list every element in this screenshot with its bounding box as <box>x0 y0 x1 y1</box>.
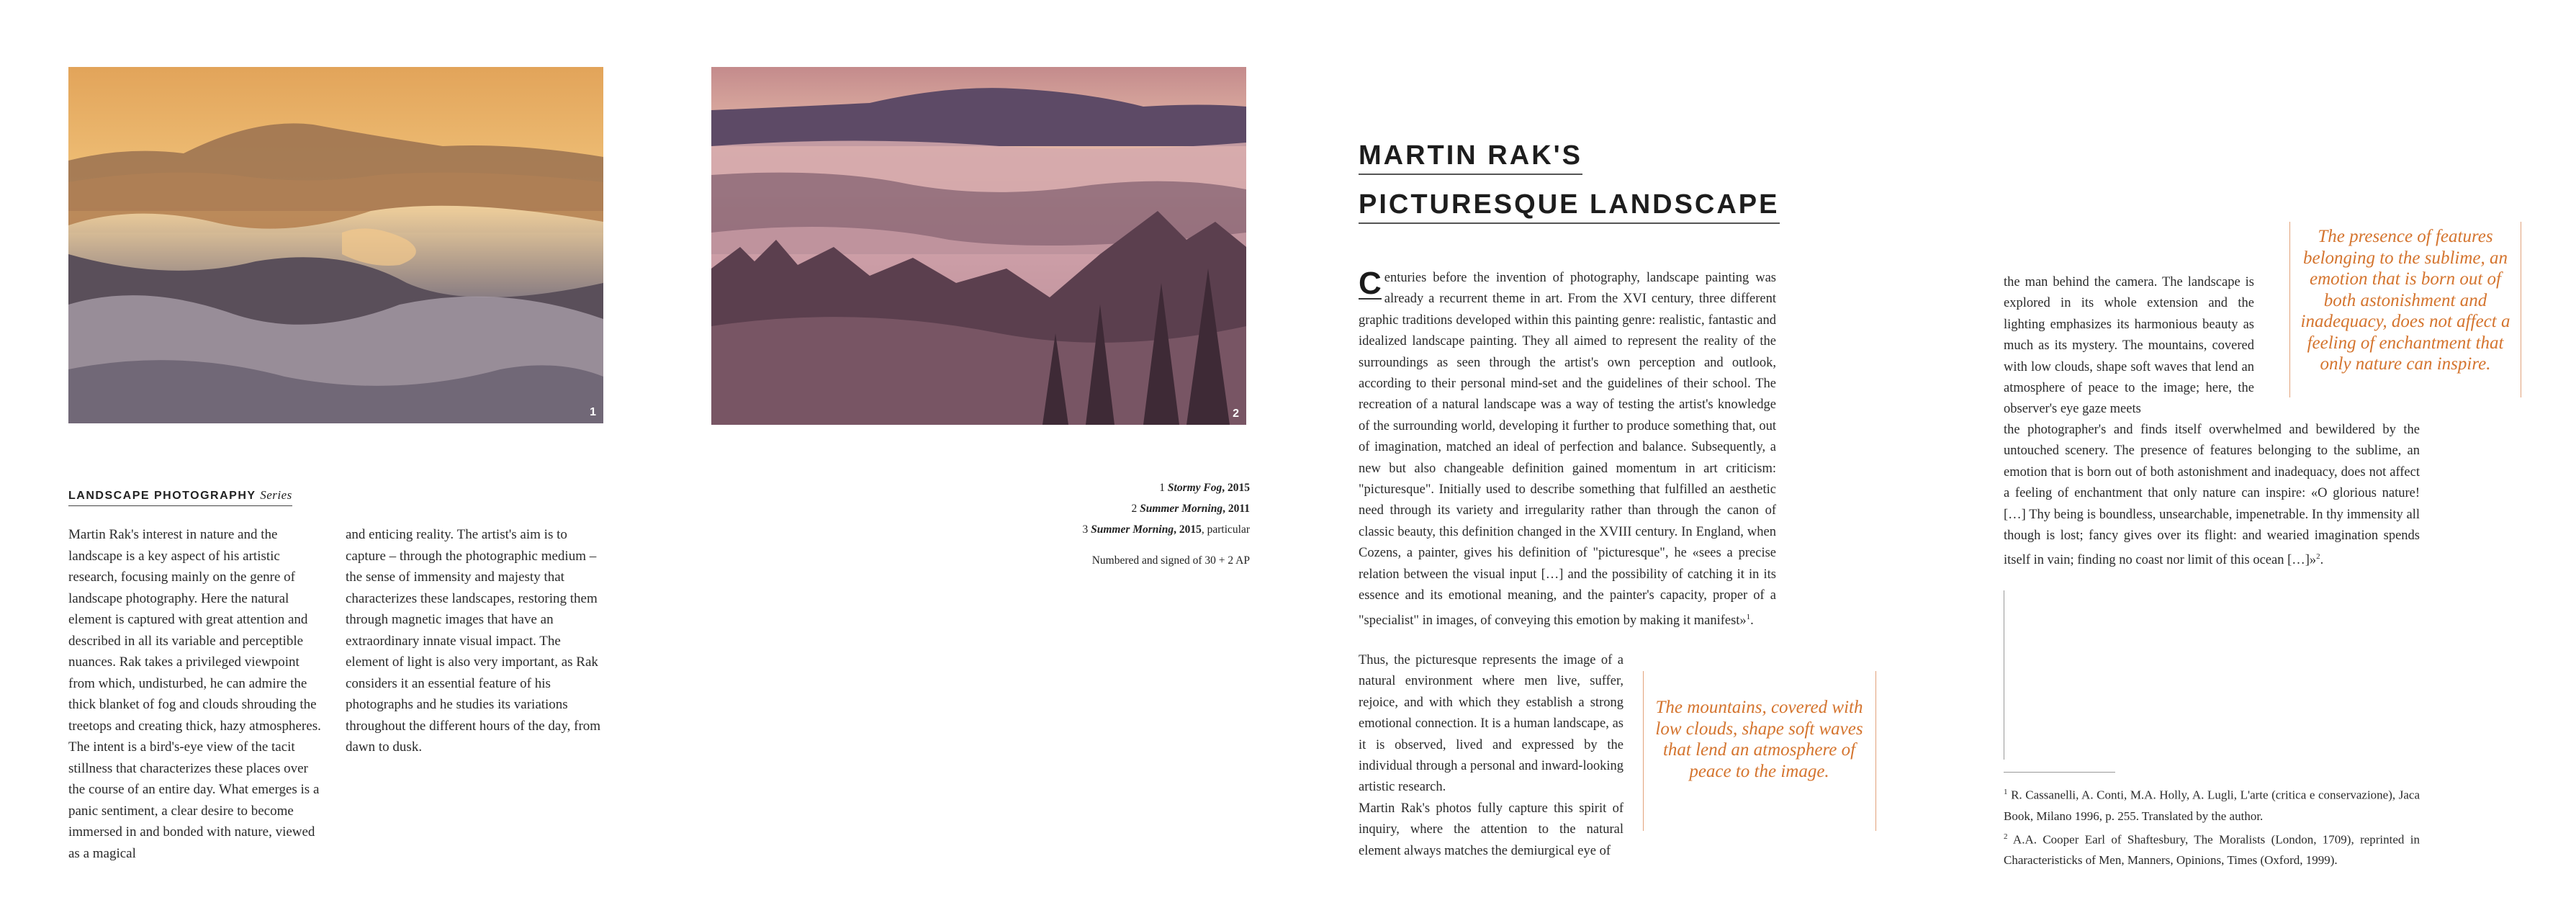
page-title <box>1359 140 1780 238</box>
footnote-2: $^2$ A.A. Cooper Earl of Shaftesbury, The Moralists (London, 1709), reprinted in Characteristicks of Men, Manners, Opinions, Times (Oxford, 1999). <box>2004 832 2420 868</box>
caption-2: 2 Summer Morning, 2011 <box>1131 503 1250 515</box>
caption-1: 1 Stormy Fog, 2015 <box>1159 482 1250 494</box>
footnotes <box>2004 782 2420 870</box>
title-line-2: PICTURESQUE LANDSCAPE <box>1359 189 1780 224</box>
article-body-col3-narrow <box>2004 272 2254 420</box>
paragraph-4a: the man behind the camera. The landscape is explored in its whole extension and the lighting emphasizes its harmonious beauty as much as its mystery. The mountains, covered with low clouds, shape soft waves that lend an atmosphere of peace to the image; here, the observer's eye gaze meets <box>2004 275 2254 417</box>
series-sub: Series <box>260 488 292 502</box>
drop-cap: C <box>1359 266 1382 301</box>
paragraph-2: Thus, the picturesque represents the image of a natural environment where men live, suffer, rejoice, and with which they establish a strong emotional connection. It is a human landscape, as it is observed, lived and expressed by the individual through a personal and inward-looking artistic research. <box>1359 653 1623 795</box>
photo-number-1: 1 <box>590 406 596 418</box>
paragraph-4b: the photographer's and finds itself overwhelmed and bewildered by the untouched scenery. The presence of features belonging to the sublime, an emotion that is born out of both astonishment and inadequacy, does not affect a feeling of enchantment that only nature can inspire: «O glorious nature! […] Thy being is boundless, unsearchable, impenetrable. In thy immensity all though is lost; fancy gives over its flight: and wearied imagination spends itself in vain; finding no coast nor limit of this ocean […]» <box>2004 423 2420 568</box>
left-column-1: Martin Rak's interest in nature and the landscape is a key aspect of his artistic research, focusing mainly on the genre of landscape photography. Here the natural element is captured with great attention and described in all its variable and perceptible nuances. Rak takes a privileged viewpoint from which, undisturbed, he can admire the thick blanket of fog and clouds shrouding the treetops and creating thick, hazy atmospheres. The intent is a bird's-eye view of the tacit stillness that characterizes these places over the course of an entire day. What emerges is a panic sentiment, a clear desire to become immersed in and bonded with nature, viewed as a magical <box>68 527 321 861</box>
series-label: LANDSCAPE PHOTOGRAPHY <box>68 490 256 502</box>
paragraph-1: enturies before the invention of photography, landscape painting was already a recurrent theme in art. From the XVI century, three different graphic traditions developed within this painting genre: realistic, fantastic and idealized landscape painting. They all aimed to represent the reality of the surroundings as seen through the artist's own perception and outlook, according to their personal mind-set and the guidelines of their school. The recreation of a natural landscape was a way of testing the artist's knowledge of the surrounding world, developing it further to produce something that, out of imagination, matched an ideal of perfection and balance. Subsequently, a new but also changeable definition gained momentum in art criticism: "picturesque". Initially used to describe something that fulfilled an aesthetic need through its variety and irregularity rather than through the canon of classic beauty, this definition changed in the XVIII century. In England, when Cozens, a painter, gives his definition of "picturesque", he «sees a precise relation between the visual input […] and the possibility of catching it in its essence and its emotional meaning, and the painter's capacity, proper of a "specialist" in images, of conveying this emotion by making it manifest» <box>1359 271 1776 628</box>
caption-3: 3 Summer Morning, 2015, particular <box>1082 523 1250 536</box>
footnote-1: $^1$ R. Cassanelli, A. Conti, M.A. Holly, A. Lugli, L'arte (critica e conservazione), Jaca Book, Milano 1996, p. 255. Translated by the author. <box>2004 788 2420 823</box>
article-body-col3: the photographer's and finds itself overwhelmed and bewildered by the untouched scenery. The presence of features belonging to the sublime, an emotion that is born out of both astonishment and inadequacy, does not affect a feeling of enchantment that only nature can inspire: «O glorious nature! […] Thy being is boundless, unsearchable, impenetrable. In thy immensity all though is lost; fancy gives over its flight: and wearied imagination spends itself in vain; finding no coast nor limit of this ocean […]»$^2$. <box>2004 423 2420 568</box>
series-heading <box>68 488 292 506</box>
photo-summer-morning <box>711 67 1246 425</box>
photo-number-2: 2 <box>1233 408 1239 420</box>
footnote-ref-2: 2 <box>2316 552 2320 562</box>
paragraph-3: Martin Rak's photos fully capture this spirit of inquiry, where the attention to the natural element always matches the demiurgical eye of <box>1359 801 1623 858</box>
title-line-1: MARTIN RAK'S <box>1359 140 1582 175</box>
article-body-main: C enturies before the invention of photography, landscape painting was already a recurrent theme in art. From the XVI century, three different graphic traditions developed within this painting genre: realistic, fantastic and idealized landscape painting. They all aimed to represent the reality of the surroundings as seen through the artist's own perception and outlook, according to their personal mind-set and the guidelines of their school. The recreation of a natural landscape was a way of testing the artist's knowledge of the surrounding world, developing it further to produce something that, out of imagination, matched an ideal of perfection and balance. Subsequently, a new but also changeable definition gained momentum in art criticism: "picturesque". Initially used to describe something that fulfilled an aesthetic need through its variety and irregularity rather than through the canon of classic beauty, this definition changed in the XVIII century. In England, when Cozens, a painter, gives his definition of "picturesque", he «sees a precise relation between the visual input […] and the possibility of catching it in its essence and its emotional meaning, and the painter's capacity, proper of a "specialist" in images, of conveying this emotion by making it manifest»$^1$. <box>1359 266 1776 628</box>
photo-captions <box>936 477 1250 571</box>
article-body-narrow <box>1359 650 1623 862</box>
edition-note: Numbered and signed of 30 + 2 AP <box>1091 554 1250 567</box>
pull-quote-1: The mountains, covered with low clouds, shape soft waves that lend an atmosphere of peace to the image. <box>1655 698 1863 781</box>
footnote-rule <box>2004 772 2115 773</box>
pull-quote-2: The presence of features belonging to the sublime, an emotion that is born out of both astonishment and inadequacy, does not affect a feeling of enchantment that only nature can inspire. <box>2300 227 2510 374</box>
footnote-ref-1: 1 <box>1746 612 1751 621</box>
photo-summer-morning-image <box>711 67 1246 425</box>
photo-stormy-fog <box>68 67 603 423</box>
left-column-2: and enticing reality. The artist's aim is to capture – through the photographic medium – the sense of immensity and majesty that characterizes these landscapes, restoring them through magnetic images that have an extraordinary innate visual impact. The element of light is also very important, as Rak considers it an essential feature of his photographs and he studies its variations throughout the different hours of the day, from dawn to dusk. <box>346 527 601 755</box>
photo-stormy-fog-image <box>68 67 603 423</box>
